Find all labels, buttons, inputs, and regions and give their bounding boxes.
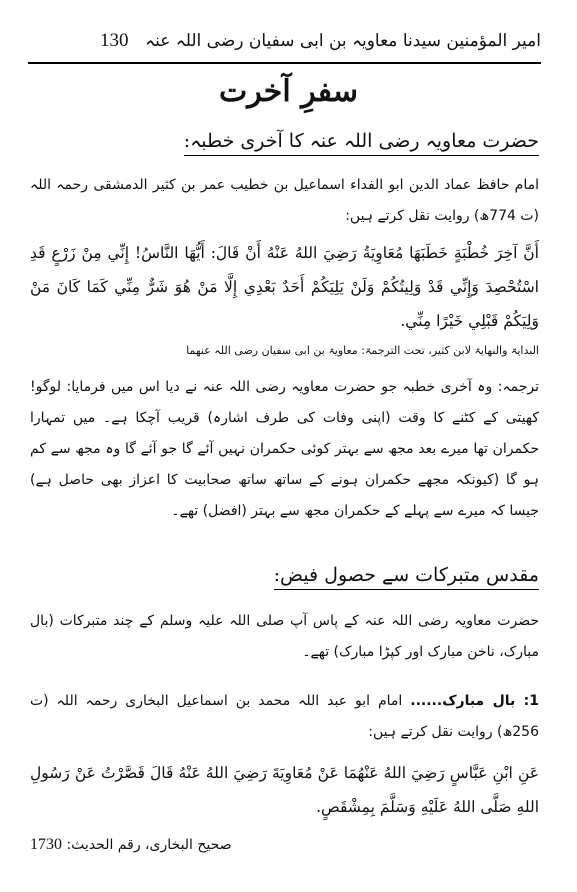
hair-item-paragraph <box>30 686 539 748</box>
relics-intro-paragraph: حضرت معاویہ رضی اللہ عنہ کے پاس آپ صلی اللہ علیہ وسلم کے چند متبرکات (بال مبارک، ناخن مبارک اور کپڑا مبارک) تھے۔ <box>30 613 539 660</box>
item-text: امام ابو عبد اللہ محمد بن اسماعیل البخاری رحمہ اللہ (ت 256ھ) روایت نقل کرتے ہیں: <box>30 693 539 740</box>
page-number: 130 <box>100 30 129 51</box>
section-heading-relics <box>274 564 539 586</box>
item-label: 1: بال مبارک...... <box>410 693 540 709</box>
header-rule <box>28 62 541 64</box>
footnote-reference <box>30 836 232 854</box>
running-header <box>28 28 541 58</box>
section-heading-last-sermon <box>184 130 539 152</box>
heading-underline <box>184 155 539 156</box>
reference-note: البدایۃ والنھایۃ لابن کثیر، تحت الترجمۃ: معاویۃ بن ابی سفیان رضی اللہ عنھما <box>186 344 539 357</box>
hadith-number: 1730 <box>30 836 62 853</box>
arabic-hadith: عَنِ ابْنِ عَبَّاسٍ رَضِيَ اللهُ عَنْهُمَا عَنْ مُعَاوِيَةَ رَضِيَ اللهُ عَنْهُ قَالَ قَصَّرْتُ عَنْ رَسُولِ اللهِ صَلَّى اللهُ عَلَيْهِ وَسَلَّمَ بِمِشْقَصٍ. <box>30 764 539 816</box>
section-heading-text: حضرت معاویہ رضی اللہ عنہ کا آخری خطبہ: <box>183 130 539 152</box>
intro-paragraph: امام حافظ عماد الدین ابو الفداء اسماعیل بن خطیب عمر بن کثیر الدمشقی رحمہ اللہ (ت 774ھ) روایت نقل کرتے ہیں: <box>30 177 539 224</box>
heading-underline <box>274 589 539 590</box>
reference-label: صحیح البخاری، رقم الحدیث: <box>66 837 232 853</box>
translation-paragraph: ترجمہ: وہ آخری خطبہ جو حضرت معاویہ رضی اللہ عنہ نے دیا اس میں فرمایا: لوگو! کھیتی کے کٹنے کا وقت (اپنی وفات کی طرف اشارہ) قریب آچکا ہے۔ میں تمہارا حکمران تھا میرے بعد مجھ سے بہتر کوئی حکمران نہیں آئے گا جو آئے گا وہ مجھ سے کم ہو گا (کیونکہ مجھے حکمران ہونے کے ساتھ ساتھ صحابیت کا اعزاز بھی حاصل ہے) جیسا کہ میرے سے پہلے کے حکمران مجھ سے بہتر (افضل) تھے۔ <box>30 379 539 519</box>
running-header-title: امیر المؤمنین سیدنا معاویہ بن ابی سفیان رضی اللہ عنہ <box>145 31 541 51</box>
arabic-quote: أَنَّ آخِرَ خُطْبَةٍ خَطَبَهَا مُعَاوِيَةُ رَضِيَ اللهُ عَنْهُ أَنْ قَالَ: أَيُّهَا النَّاسُ! إِنِّي مِنْ زَرْعٍ قَدِ اسْتُحْصِدَ وَإِنِّي قَدْ وَلِيتُكُمْ وَلَنْ يَلِيَكُمْ أَحَدٌ بَعْدِي إِلَّا مَنْ هُوَ شَرٌّ مِنِّي كَمَا كَانَ مَنْ وَلِيَكُمْ قَبْلِي خَيْرًا مِنِّي. <box>30 244 539 330</box>
section-heading-text: مقدس متبرکات سے حصول فیض: <box>273 564 539 586</box>
chapter-title: سفرِ آخرت <box>219 74 358 109</box>
